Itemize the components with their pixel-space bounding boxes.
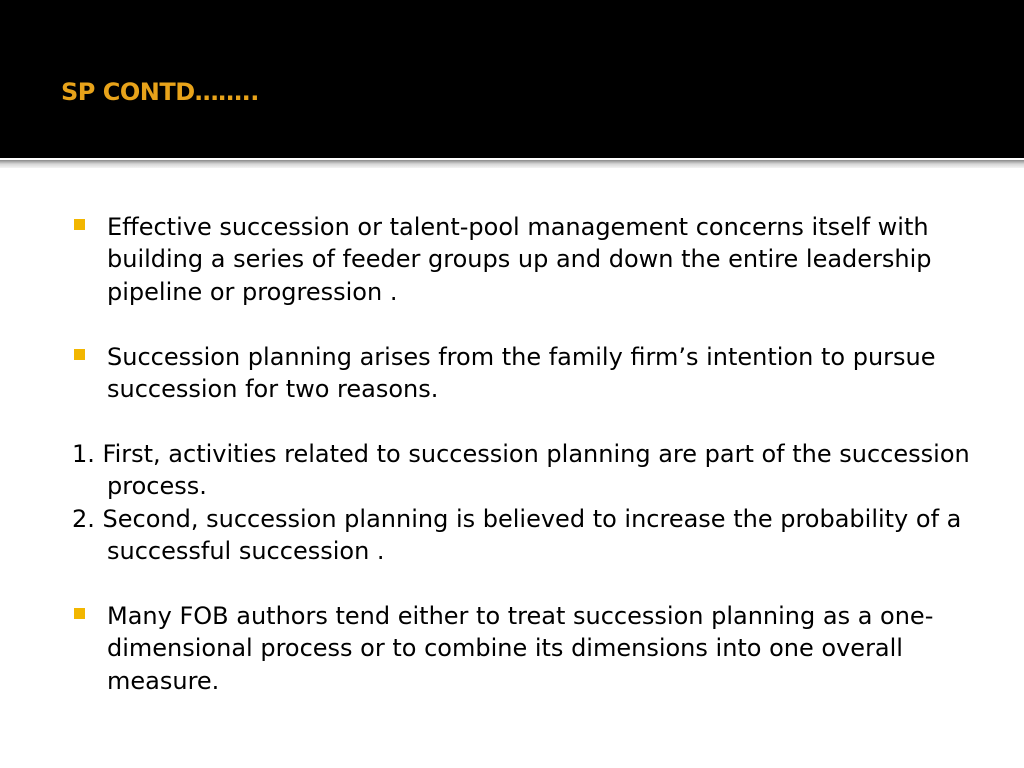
title-divider — [0, 158, 1024, 168]
bullet-paragraph — [72, 341, 972, 406]
square-bullet-icon — [74, 349, 85, 360]
title-bar — [0, 0, 1024, 158]
bullet-paragraph — [72, 211, 972, 308]
paragraph-text: Effective succession or talent-pool management concerns itself with building a series of feeder groups up and down the entire leadership pipeline or progression . — [107, 213, 932, 306]
slide-body — [72, 211, 972, 697]
paragraph-spacer — [72, 308, 972, 340]
numbered-paragraph: 2. Second, succession planning is believed to increase the probability of a successful succession . — [72, 504, 962, 566]
paragraph-text: Many FOB authors tend either to treat succession planning as a one-dimensional process or to combine its dimensions into one overall measure. — [107, 601, 934, 695]
paragraph-spacer — [72, 567, 972, 599]
numbered-paragraph: 1. First, activities related to succession planning are part of the succession process. — [72, 439, 970, 501]
paragraph-text: Succession planning arises from the family firm’s intention to pursue succession for two reasons. — [107, 342, 936, 404]
bullet-paragraph — [72, 600, 972, 697]
square-bullet-icon — [74, 608, 85, 619]
square-bullet-icon — [74, 219, 85, 230]
paragraph-spacer — [72, 405, 972, 437]
slide-title: SP CONTD…….. — [61, 78, 259, 106]
